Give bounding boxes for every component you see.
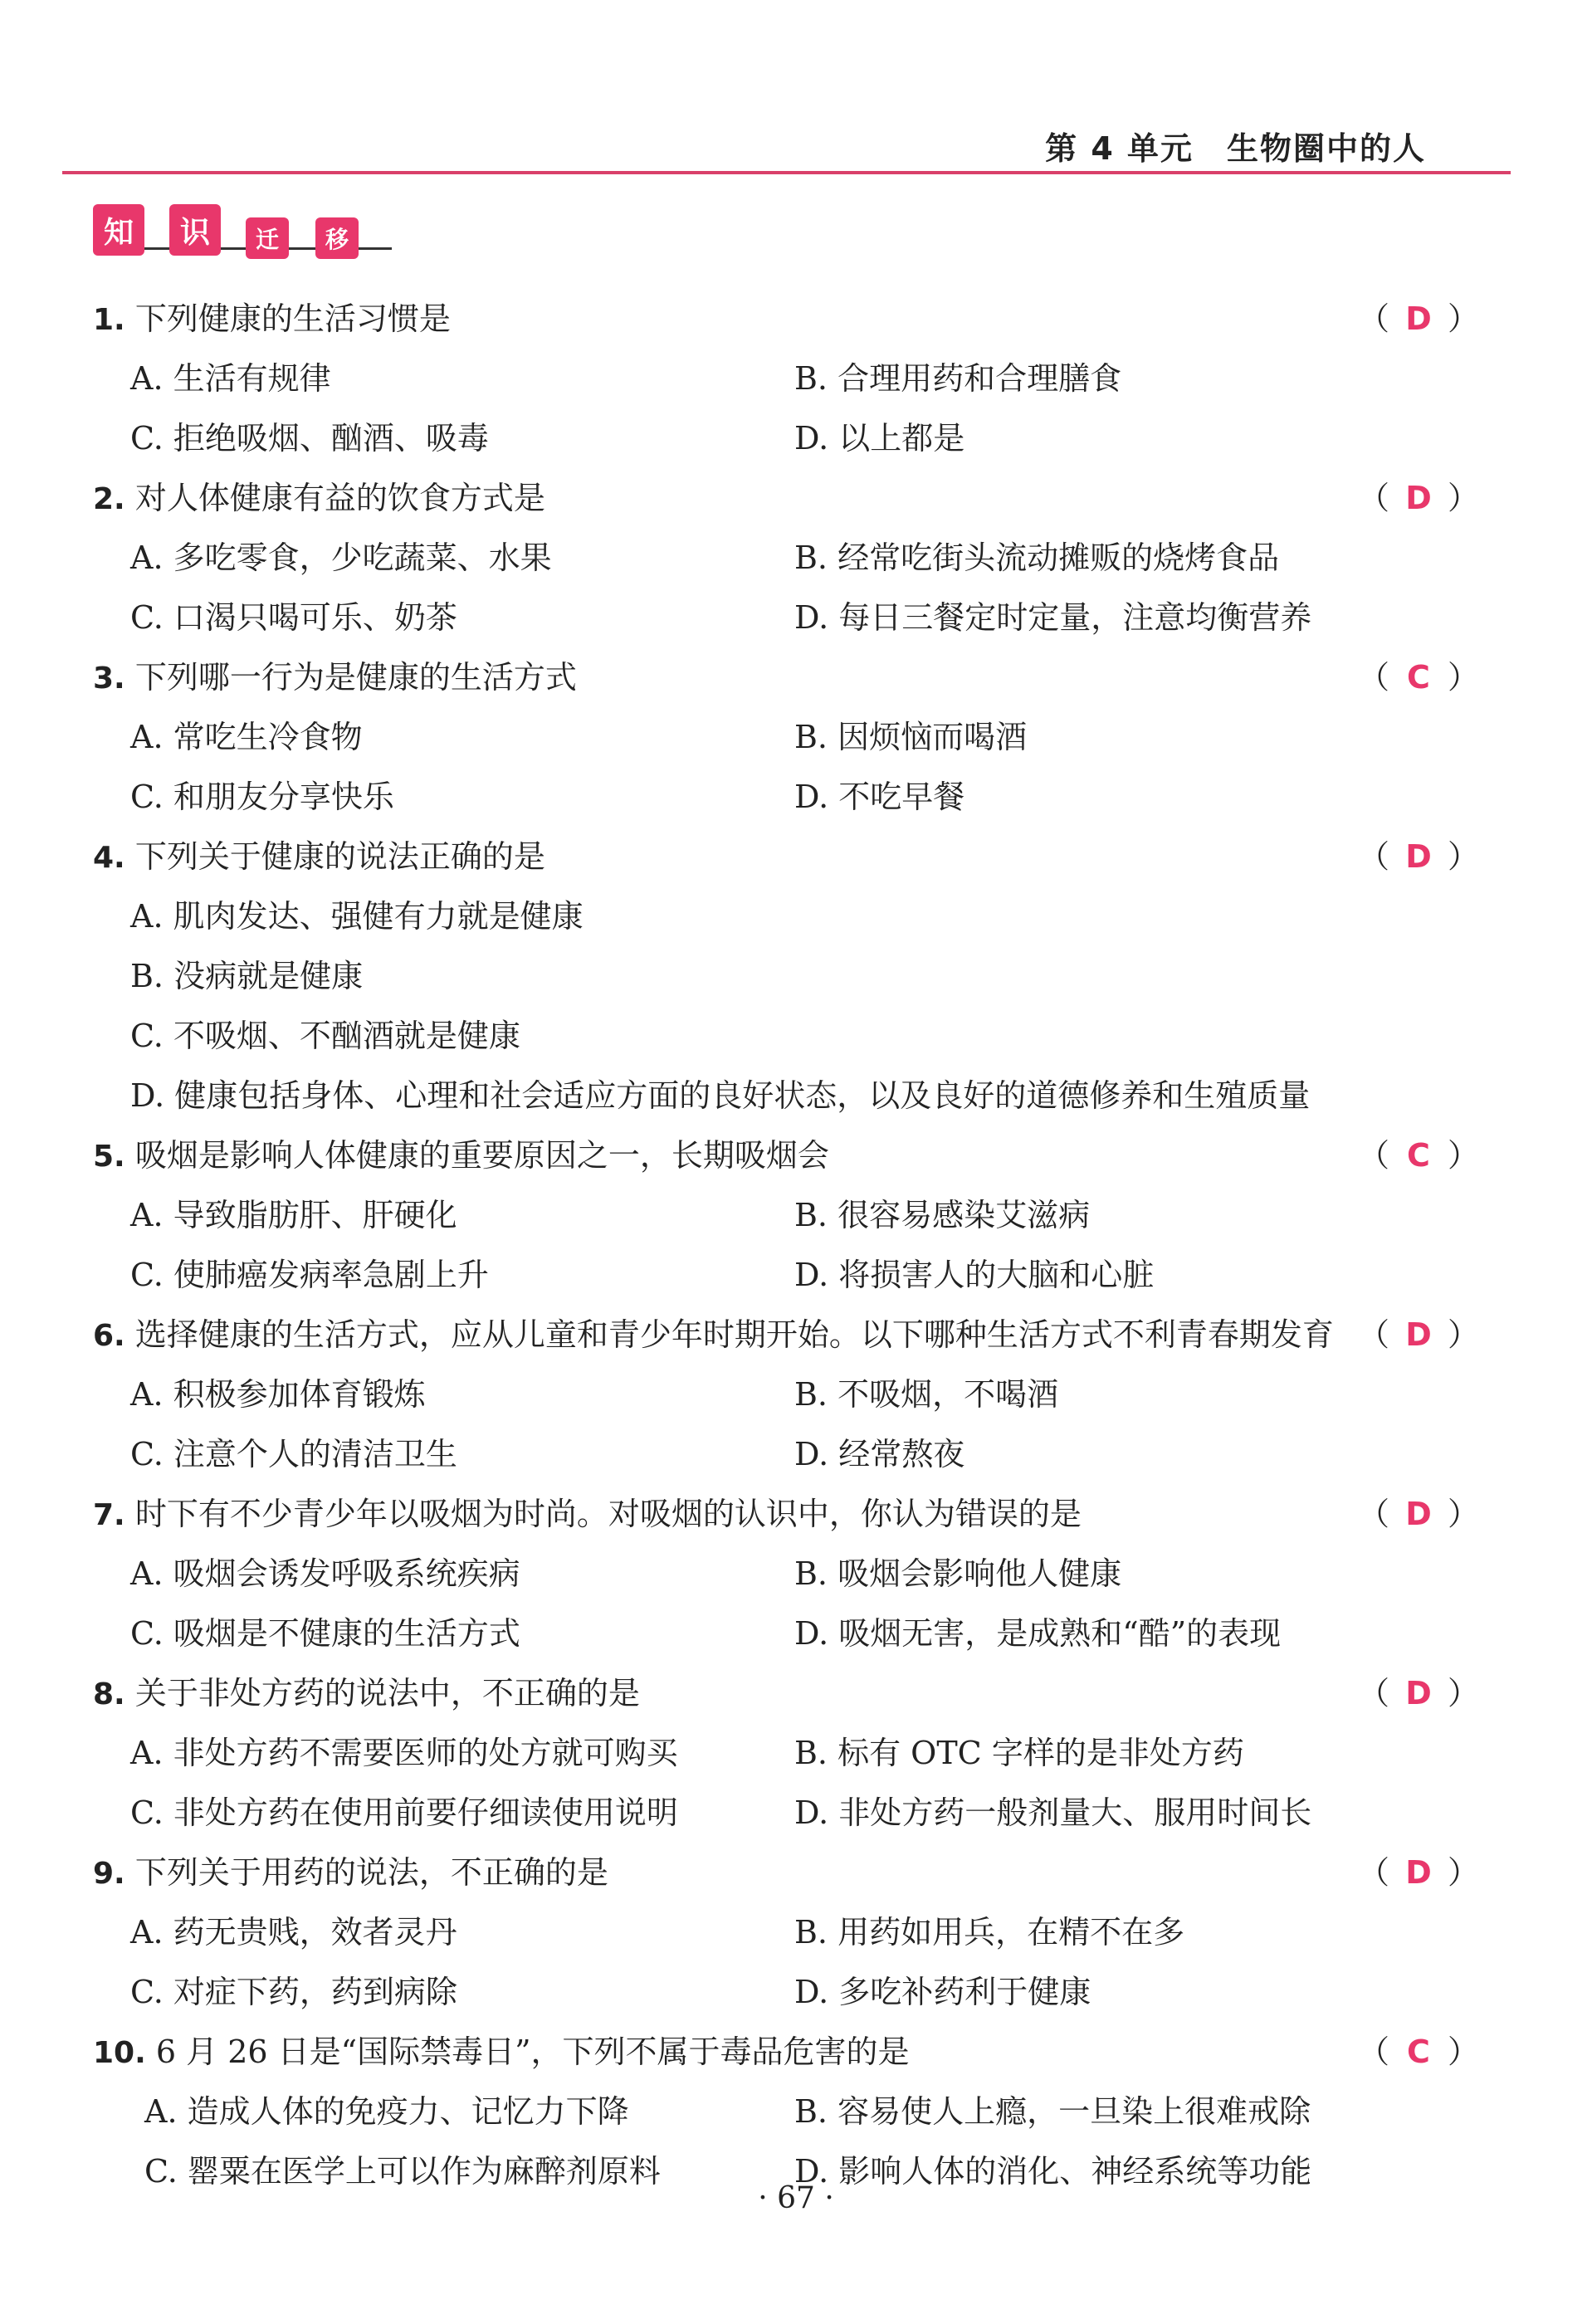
banner-char-4: 移: [315, 217, 359, 259]
option-c: C. 注意个人的清洁卫生: [130, 1436, 457, 1472]
answer-box: [1358, 2022, 1479, 2082]
option-a: A. 吸烟会诱发呼吸系统疾病: [130, 1555, 520, 1592]
question-number: 4.: [93, 841, 125, 875]
option-a: A. 导致脂肪肝、肝硬化: [130, 1197, 457, 1233]
question-stem: [93, 647, 1479, 707]
question: [93, 468, 1479, 647]
question-stem: [93, 289, 1479, 349]
option-b: B. 经常吃街头流动摊贩的烧烤食品: [794, 540, 1280, 576]
option-a: A. 常吃生冷食物: [130, 719, 363, 755]
question-number: 2.: [93, 482, 125, 516]
paren-close: ）: [1447, 659, 1479, 696]
question: [93, 1484, 1479, 1663]
option-b: B. 没病就是健康: [130, 958, 364, 994]
question-text: 下列健康的生活习惯是: [134, 300, 451, 337]
question-number: 7.: [93, 1498, 125, 1532]
banner-char-2: 识: [169, 204, 221, 256]
option-c: C. 口渴只喝可乐、奶茶: [130, 599, 457, 636]
paren-close: ）: [1447, 1675, 1479, 1711]
paren-open: （: [1357, 1496, 1389, 1532]
question-number: 9.: [93, 1857, 125, 1891]
answer-box: [1358, 1843, 1479, 1902]
question-text: 关于非处方药的说法中，不正确的是: [134, 1675, 640, 1711]
question-text: 时下有不少青少年以吸烟为时尚。对吸烟的认识中，你认为错误的是: [134, 1496, 1082, 1532]
answer-letter: C: [1407, 2034, 1430, 2070]
option-a: A. 造成人体的免疫力、记忆力下降: [144, 2093, 629, 2130]
question-text: 下列哪一行为是健康的生活方式: [134, 659, 577, 696]
option-d: D. 不吃早餐: [794, 779, 965, 815]
option-a: A. 肌肉发达、强健有力就是健康: [130, 898, 584, 935]
question-text: 吸烟是影响人体健康的重要原因之一，长期吸烟会: [134, 1137, 829, 1174]
paren-open: （: [1357, 838, 1389, 875]
option-b: B. 合理用药和合理膳食: [794, 360, 1122, 397]
header-rule: [62, 171, 1511, 174]
option-b: B. 标有 OTC 字样的是非处方药: [794, 1735, 1244, 1771]
question: [93, 1843, 1479, 2022]
banner-char-3: 迁: [246, 217, 289, 259]
option-c: C. 使肺癌发病率急剧上升: [130, 1257, 489, 1293]
question: [93, 1125, 1479, 1305]
answer-box: [1358, 1305, 1479, 1365]
paren-open: （: [1357, 480, 1389, 516]
answer-letter: D: [1405, 838, 1432, 875]
paren-open: （: [1357, 1854, 1389, 1891]
header-title: 第 4 单元 生物圈中的人: [1045, 130, 1426, 167]
question-stem: [93, 1125, 1479, 1185]
answer-box: [1358, 289, 1479, 349]
question-text: 对人体健康有益的饮食方式是: [134, 480, 545, 516]
question-number: 8.: [93, 1677, 125, 1711]
question-list: [93, 289, 1479, 2201]
option-a: A. 生活有规律: [130, 360, 331, 397]
paren-close: ）: [1447, 1316, 1479, 1353]
paren-open: （: [1357, 659, 1389, 696]
option-d: D. 非处方药一般剂量大、服用时间长: [794, 1794, 1312, 1831]
answer-letter: D: [1405, 300, 1432, 337]
option-d: D. 以上都是: [794, 420, 965, 456]
option-d: D. 多吃补药利于健康: [794, 1974, 1091, 2010]
option-b: B. 不吸烟，不喝酒: [794, 1376, 1059, 1413]
question-text: 下列关于健康的说法正确的是: [134, 838, 545, 875]
question-stem: [93, 468, 1479, 528]
question-text: 6 月 26 日是“国际禁毒日”，下列不属于毒品危害的是: [155, 2034, 910, 2070]
question-stem: [93, 1484, 1479, 1544]
answer-box: [1358, 468, 1479, 528]
paren-open: （: [1357, 1675, 1389, 1711]
option-d: D. 每日三餐定时定量，注意均衡营养: [794, 599, 1312, 636]
paren-close: ）: [1447, 1854, 1479, 1891]
answer-letter: C: [1407, 659, 1430, 696]
option-c: C. 吸烟是不健康的生活方式: [130, 1615, 520, 1652]
question: [93, 1663, 1479, 1843]
question: [93, 2022, 1479, 2201]
answer-letter: D: [1405, 1316, 1432, 1353]
question-text: 选择健康的生活方式，应从儿童和青少年时期开始。以下哪种生活方式不利青春期发育: [134, 1316, 1334, 1353]
section-banner: [93, 204, 392, 271]
answer-letter: C: [1407, 1137, 1430, 1174]
paren-open: （: [1357, 300, 1389, 337]
question-stem: [93, 1843, 1479, 1902]
paren-close: ）: [1447, 2034, 1479, 2070]
option-d: D. 影响人体的消化、神经系统等功能: [794, 2153, 1312, 2190]
option-a: A. 积极参加体育锻炼: [130, 1376, 426, 1413]
answer-letter: D: [1405, 1675, 1432, 1711]
answer-box: [1358, 827, 1479, 886]
paren-close: ）: [1447, 300, 1479, 337]
paren-open: （: [1357, 1137, 1389, 1174]
question: [93, 1305, 1479, 1484]
answer-letter: D: [1405, 1496, 1432, 1532]
paren-open: （: [1357, 2034, 1389, 2070]
option-b: B. 用药如用兵，在精不在多: [794, 1914, 1185, 1950]
option-c: C. 不吸烟、不酗酒就是健康: [130, 1018, 520, 1054]
question-number: 5.: [93, 1140, 125, 1174]
option-c: C. 非处方药在使用前要仔细读使用说明: [130, 1794, 678, 1831]
question: [93, 647, 1479, 827]
paren-close: ）: [1447, 1496, 1479, 1532]
question: [93, 827, 1479, 1125]
option-d: D. 吸烟无害，是成熟和“酷”的表现: [794, 1615, 1282, 1652]
question: [93, 289, 1479, 468]
option-b: B. 吸烟会影响他人健康: [794, 1555, 1122, 1592]
paren-open: （: [1357, 1316, 1389, 1353]
question-number: 6.: [93, 1319, 125, 1353]
option-c: C. 对症下药，药到病除: [130, 1974, 457, 2010]
question-stem: [93, 2022, 1479, 2082]
option-d: D. 将损害人的大脑和心脏: [794, 1257, 1155, 1293]
option-a: A. 药无贵贱，效者灵丹: [130, 1914, 457, 1950]
option-c: C. 和朋友分享快乐: [130, 779, 394, 815]
question-stem: [93, 1663, 1479, 1723]
question-stem: [93, 1305, 1479, 1365]
paren-close: ）: [1447, 838, 1479, 875]
banner-char-1: 知: [93, 204, 144, 256]
option-c: C. 罂粟在医学上可以作为麻醉剂原料: [144, 2153, 661, 2190]
question-number: 10.: [93, 2036, 146, 2070]
answer-box: [1358, 1125, 1479, 1185]
option-d: D. 健康包括身体、心理和社会适应方面的良好状态，以及良好的道德修养和生殖质量: [130, 1077, 1311, 1114]
paren-close: ）: [1447, 480, 1479, 516]
paren-close: ）: [1447, 1137, 1479, 1174]
question-stem: [93, 827, 1479, 886]
answer-letter: D: [1405, 1854, 1432, 1891]
option-b: B. 很容易感染艾滋病: [794, 1197, 1091, 1233]
option-d: D. 经常熬夜: [794, 1436, 965, 1472]
option-a: A. 非处方药不需要医师的处方就可购买: [130, 1735, 678, 1771]
question-text: 下列关于用药的说法，不正确的是: [134, 1854, 608, 1891]
option-c: C. 拒绝吸烟、酗酒、吸毒: [130, 420, 489, 456]
answer-box: [1358, 647, 1479, 707]
option-b: B. 容易使人上瘾，一旦染上很难戒除: [794, 2093, 1311, 2130]
option-b: B. 因烦恼而喝酒: [794, 719, 1028, 755]
answer-box: [1358, 1484, 1479, 1544]
answer-letter: D: [1405, 480, 1432, 516]
question-number: 1.: [93, 303, 125, 337]
option-a: A. 多吃零食，少吃蔬菜、水果: [130, 540, 552, 576]
answer-box: [1358, 1663, 1479, 1723]
page-number: · 67 ·: [758, 2181, 834, 2215]
question-number: 3.: [93, 662, 125, 696]
